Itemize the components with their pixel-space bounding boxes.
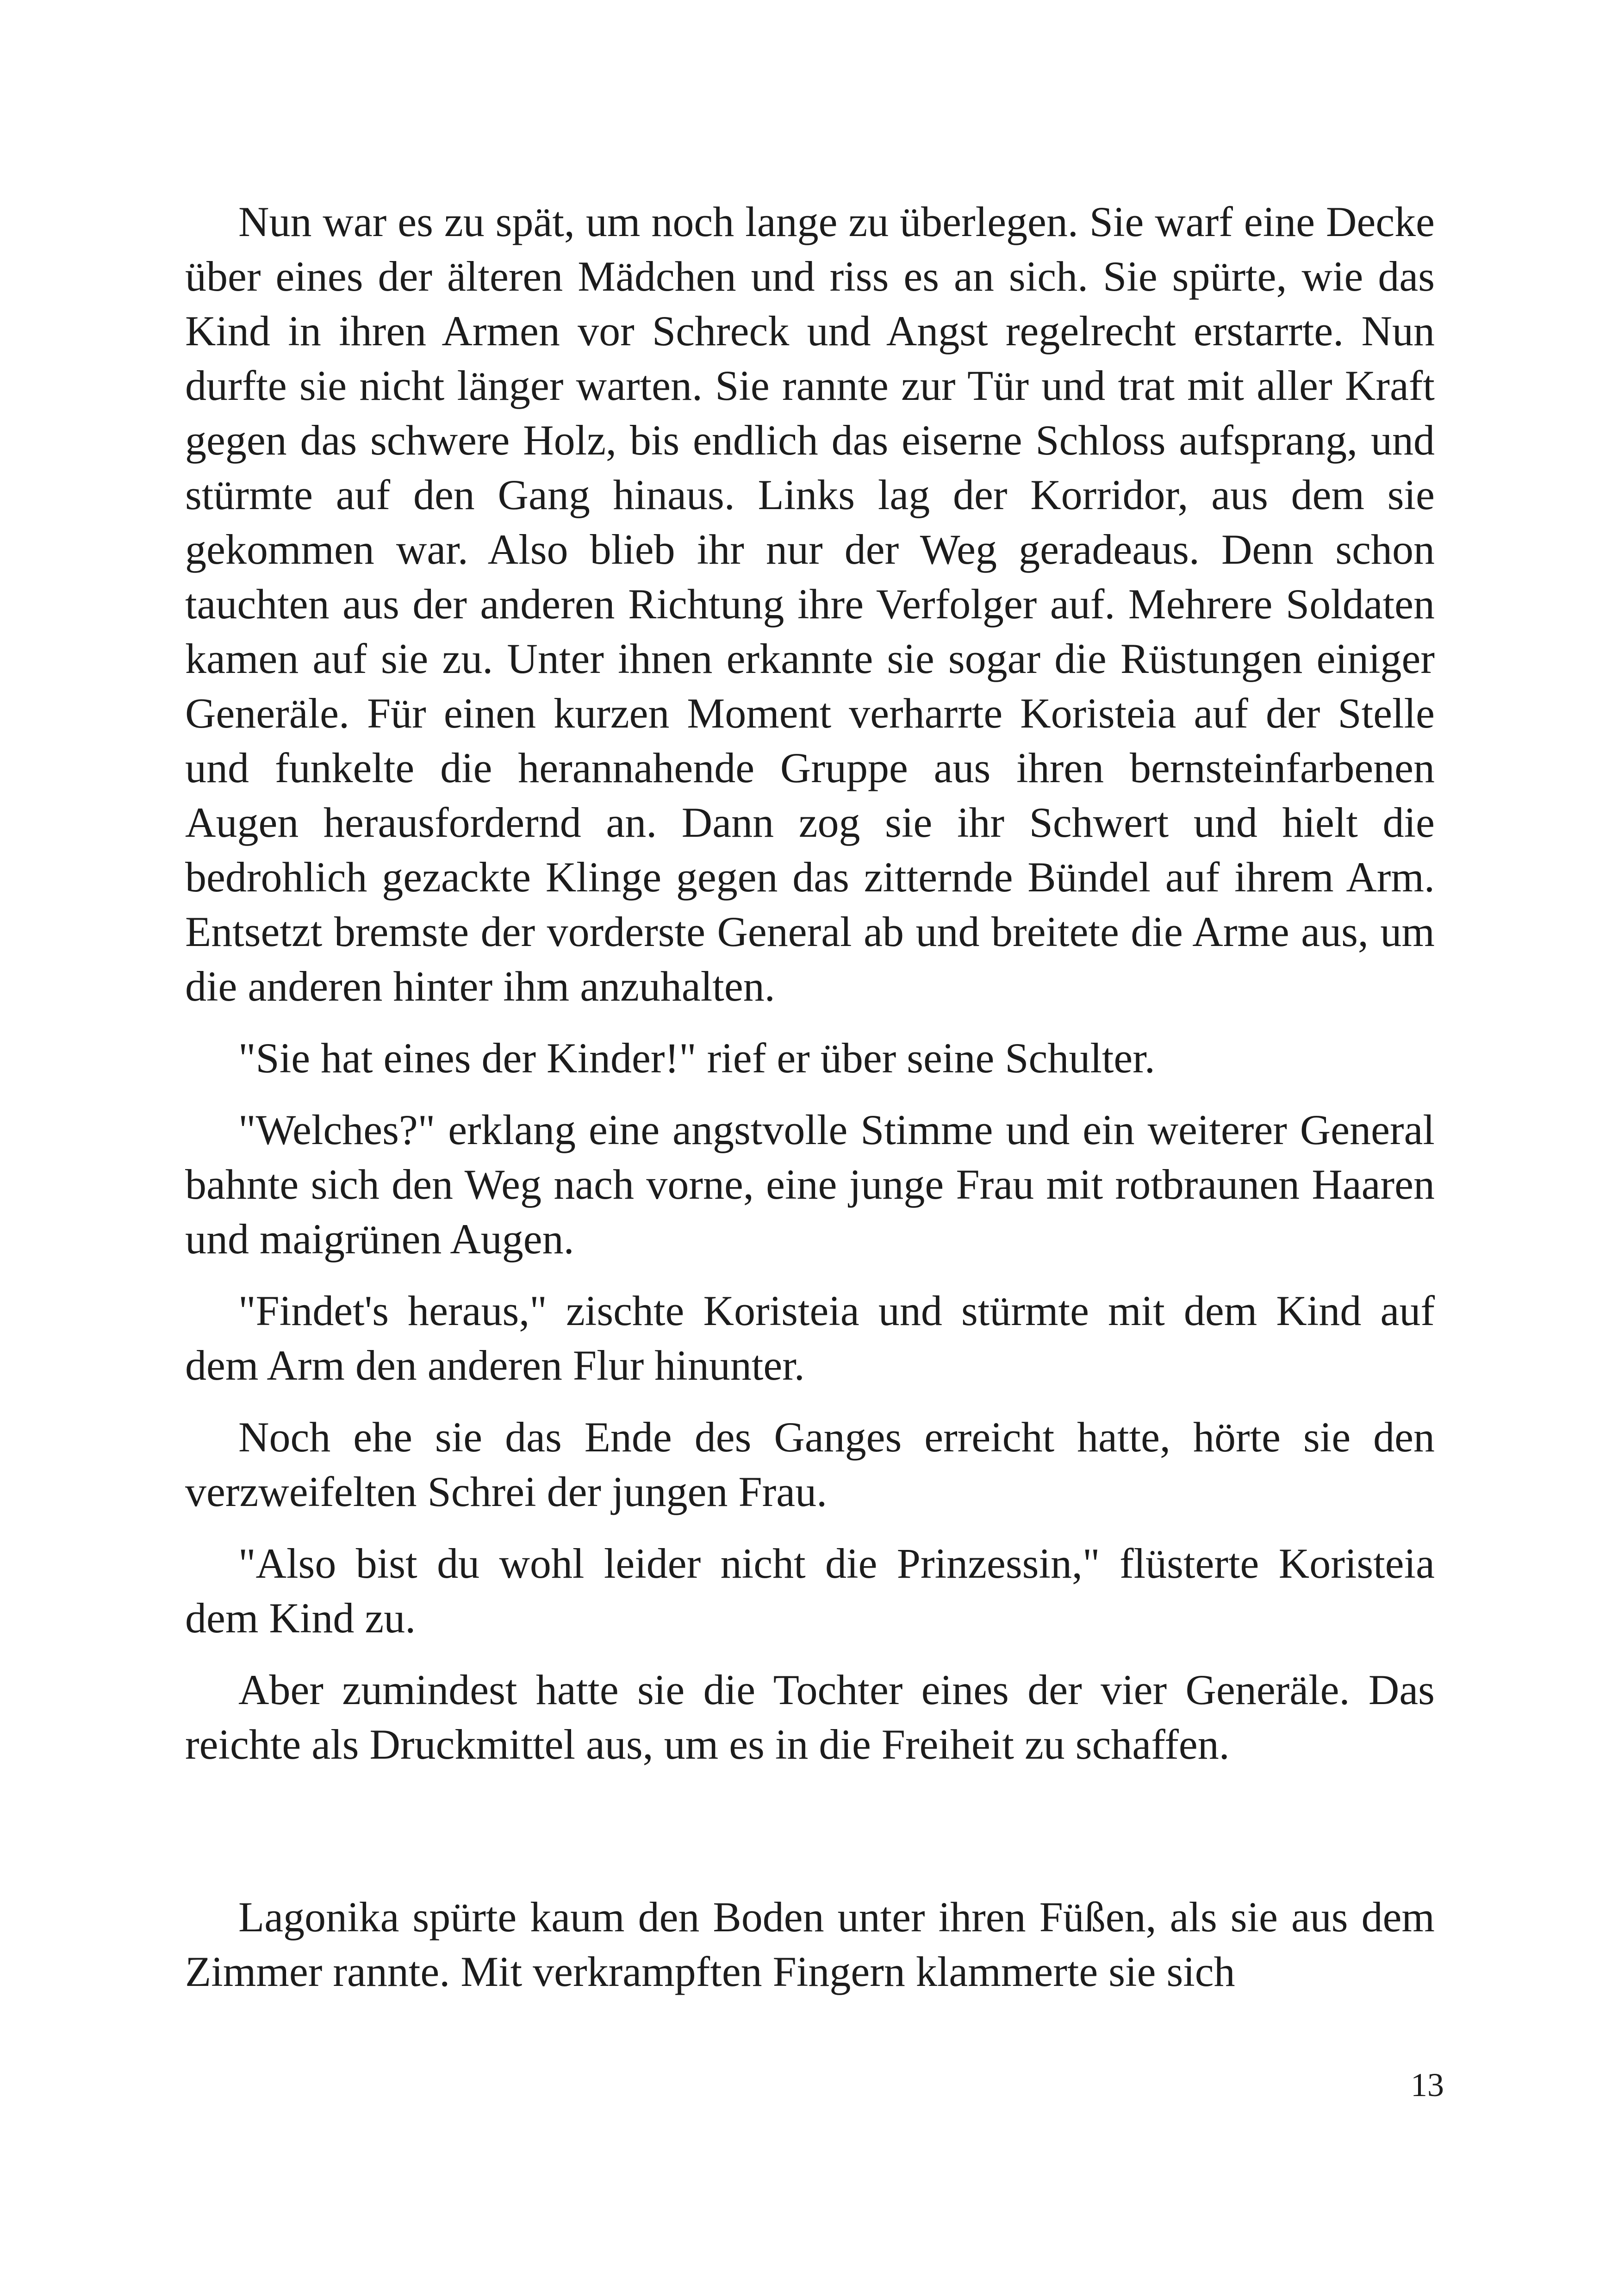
paragraph-6: "Also bist du wohl leider nicht die Prinzessin," flüsterte Koristeia dem Kind zu. bbox=[185, 1540, 1435, 1642]
paragraph-8-section-start: Lagonika spürte kaum den Boden unter ihren Füßen, als sie aus dem Zimmer rannte. Mit verkrampften Fingern klammerte sie sich bbox=[185, 1893, 1435, 1995]
paragraph-4: "Findet's heraus," zischte Koristeia und stürmte mit dem Kind auf dem Arm den anderen Flur hinunter. bbox=[185, 1287, 1435, 1389]
body-text bbox=[185, 194, 1435, 1999]
paragraph-7: Aber zumindest hatte sie die Tochter eines der vier Generäle. Das reichte als Druckmittel aus, um es in die Freiheit zu schaffen. bbox=[185, 1666, 1435, 1768]
paragraph-3: "Welches?" erklang eine angstvolle Stimme und ein weiterer General bahnte sich den Weg nach vorne, eine junge Frau mit rotbraunen Haaren und maigrünen Augen. bbox=[185, 1106, 1435, 1263]
page-number: 13 bbox=[1411, 2066, 1444, 2103]
paragraph-5: Noch ehe sie das Ende des Ganges erreicht hatte, hörte sie den verzweifelten Schrei der jungen Frau. bbox=[185, 1413, 1435, 1515]
paragraph-1: Nun war es zu spät, um noch lange zu überlegen. Sie warf eine Decke über eines der älteren Mädchen und riss es an sich. Sie spürte, wie das Kind in ihren Armen vor Schreck und Angst regelrecht erstarrte. Nun durfte sie nicht länger warten. Sie rannte zur Tür und trat mit aller Kraft gegen das schwere Holz, bis endlich das eiserne Schloss aufsprang, und stürmte auf den Gang hinaus. Links lag der Korridor, aus dem sie gekommen war. Also blieb ihr nur der Weg geradeaus. Denn schon tauchten aus der anderen Richtung ihre Verfolger auf. Mehrere Soldaten kamen auf sie zu. Unter ihnen erkannte sie sogar die Rüstungen einiger Generäle. Für einen kurzen Moment verharrte Koristeia auf der Stelle und funkelte die herannahende Gruppe aus ihren bernsteinfarbenen Augen herausfordernd an. Dann zog sie ihr Schwert und hielt die bedrohlich gezackte Klinge gegen das zitternde Bündel auf ihrem Arm. Entsetzt bremste der vorderste General ab und breitete die Arme aus, um die anderen hinter ihm anzuhalten. bbox=[185, 198, 1435, 1010]
paragraph-2: "Sie hat eines der Kinder!" rief er über seine Schulter. bbox=[238, 1034, 1155, 1082]
